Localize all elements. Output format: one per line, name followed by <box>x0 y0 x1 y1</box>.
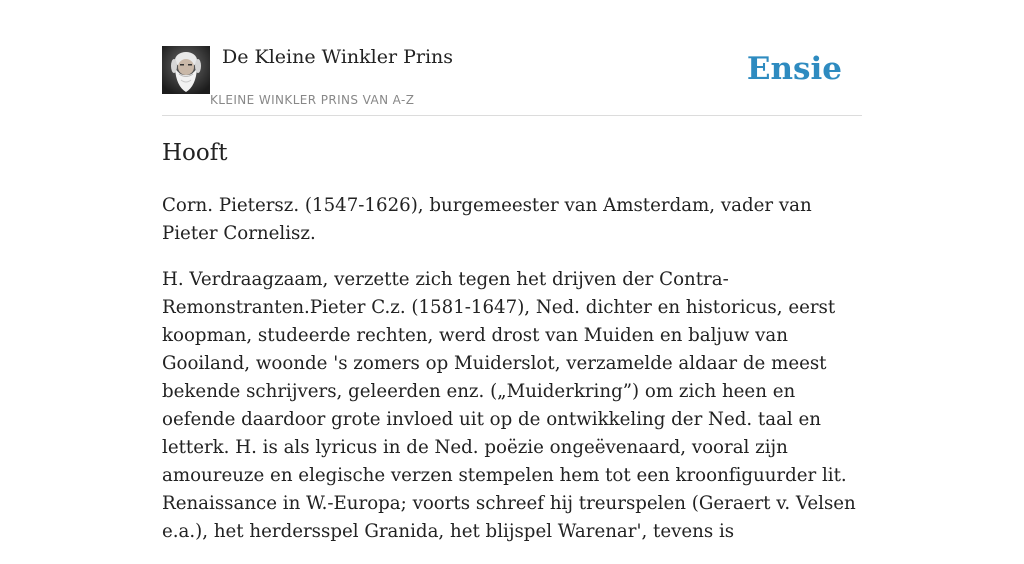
ensie-logo[interactable]: Ensie <box>746 51 842 87</box>
author-avatar[interactable] <box>162 46 210 94</box>
page-header <box>162 46 862 116</box>
book-subtitle: KLEINE WINKLER PRINS VAN A-Z <box>210 93 415 107</box>
article-paragraph: H. Verdraagzaam, verzette zich tegen het drijven der Contra-Remonstranten.Pieter C.z. (1581-1647), Ned. dichter en historicus, eerst koopman, studeerde rechten, werd drost van Muiden en baljuw van Gooiland, woonde 's zomers op Muiderslot, verzamelde aldaar de meest bekende schrijvers, geleerden enz. („Muiderkring”) om zich heen en oefende daardoor grote invloed uit op de ontwikkeling der Ned. taal en letterk. H. is als lyricus in de Ned. poëzie ongeëvenaard, vooral zijn amoureuze en elegische verzen stempelen hem tot een kroonfi̇guurder lit. Renaissance in W.-Europa; voorts schreef hij treurspelen (Geraert v. Velsen e.a.), het herdersspel Granida, het blijspel Warenar', tevens is <box>162 269 856 542</box>
book-title-link[interactable]: De Kleine Winkler Prins <box>222 46 454 68</box>
author-portrait-image <box>162 46 210 94</box>
article-paragraph: Corn. Pietersz. (1547-1626), burgemeester van Amsterdam, vader van Pieter Cornelisz. <box>162 195 812 244</box>
article-title: Hooft <box>162 140 228 166</box>
article-body <box>162 192 862 564</box>
